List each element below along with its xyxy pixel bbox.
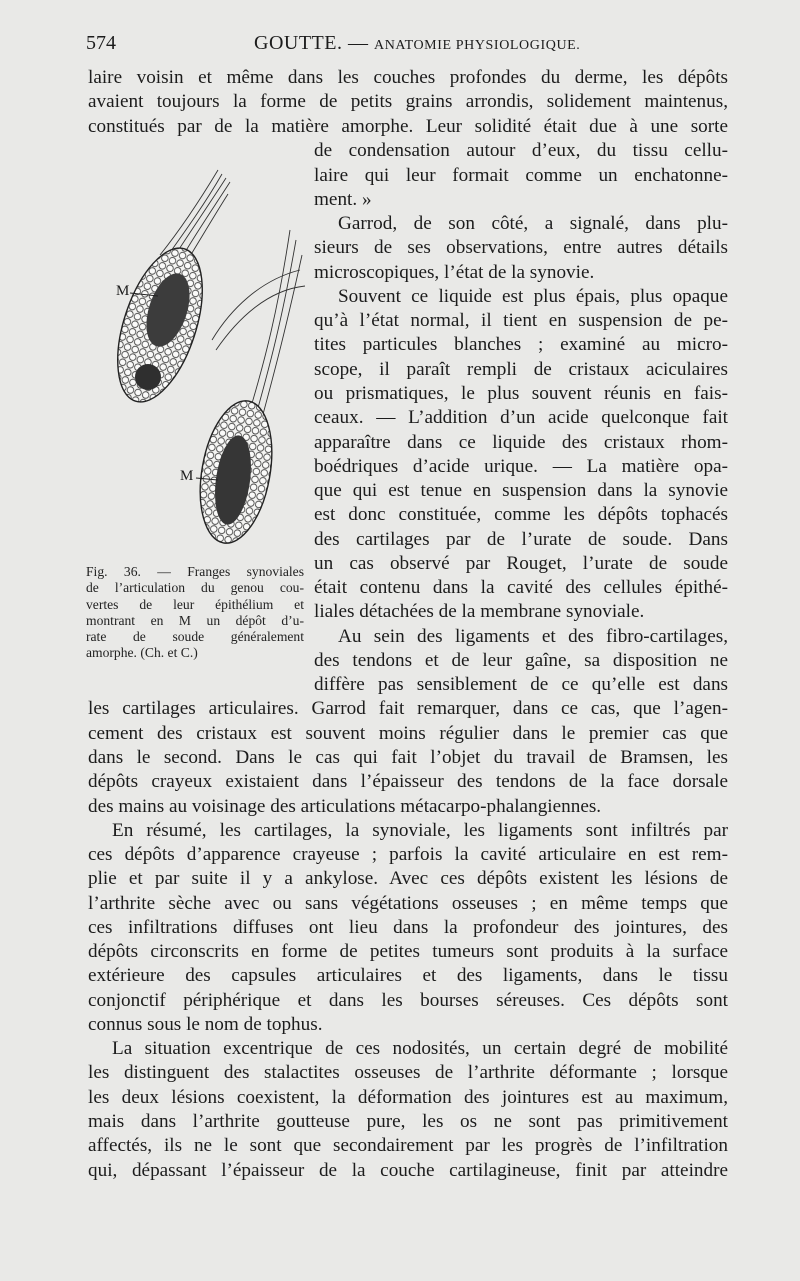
paragraph-first-line: La situation excentrique de ces nodosités, un certain degré de mobilité <box>112 1038 728 1059</box>
caption-line: de l’articulation du genou cou- <box>86 580 304 596</box>
text-line: les deux lésions coexistent, la déformation des jointures est au maximum, <box>88 1087 728 1108</box>
text-line: l’arthrite sèche avec ou sans végétations osseuses ; en même temps que <box>88 893 728 914</box>
text-line: affectés, ils ne le sont que secondairement par les progrès de l’infiltration <box>88 1135 728 1156</box>
text-line: connus sous le nom de tophus. <box>88 1014 323 1035</box>
text-line: avaient toujours la forme de petits grains arrondis, solidement maintenus, <box>88 91 728 112</box>
text-line: conjonctif périphérique et dans les bourses séreuses. Ces dépôts sont <box>88 990 728 1011</box>
text-line: de condensation autour d’eux, du tissu cellu- <box>314 140 728 161</box>
running-header <box>86 32 726 58</box>
text-line: ceaux. — L’addition d’un acide quelconque fait <box>314 407 728 428</box>
caption-line: vertes de leur épithélium et <box>86 596 304 612</box>
paragraph-first-line: Au sein des ligaments et des fibro-cartilages, <box>338 626 728 647</box>
text-line: dépôts circonscrits en forme de petites tumeurs sont produits à la surface <box>88 941 728 962</box>
text-line: liales détachées de la membrane synoviale. <box>314 601 645 622</box>
text-line: ces infiltrations diffuses ont lieu dans la profondeur des jointures, des <box>88 917 728 938</box>
running-title-dash: — <box>342 32 374 54</box>
text-line: cement des cristaux est souvent moins régulier dans le premier cas que <box>88 723 728 744</box>
text-line: des mains au voisinage des articulations métacarpo-phalangiennes. <box>88 796 602 817</box>
paragraph-first-line: En résumé, les cartilages, la synoviale, les ligaments sont infiltrés par <box>112 820 728 841</box>
caption-line: rate de soude généralement <box>86 629 304 645</box>
text-line: qui, dépassant l’épaisseur de la couche cartilagineuse, finit par atteindre <box>88 1160 728 1181</box>
page-number: 574 <box>86 32 116 54</box>
text-line: mais dans l’arthrite goutteuse pure, les os ne sont pas primitivement <box>88 1111 728 1132</box>
caption-line: amorphe. (Ch. et C.) <box>86 645 198 661</box>
text-line: était contenu dans la cavité des cellules épithé- <box>314 577 728 598</box>
urate-deposit-small <box>135 364 161 390</box>
text-line: que qui est tenue en suspension dans la synovie <box>314 480 728 501</box>
caption-line: Fig. 36. — Franges synoviales <box>86 564 304 579</box>
text-line: extérieure des capsules articulaires et des ligaments, dans le tissu <box>88 965 728 986</box>
text-line: qu’à l’état normal, il tient en suspension de pe- <box>314 310 728 331</box>
running-title-section: ANATOMIE PHYSIOLOGIQUE. <box>373 38 581 53</box>
text-line: ou prismatiques, le plus souvent réunis en fais- <box>314 383 728 404</box>
text-line: boédriques d’acide urique. — La matière opa- <box>314 456 728 477</box>
text-line: constitués par de la matière amorphe. Leur solidité était due à une sorte <box>88 116 728 137</box>
text-line: un cas observé par Rouget, l’urate de soude <box>314 553 728 574</box>
figure-caption <box>86 564 304 662</box>
text-line: des cartilages par de l’urate de soude. Dans <box>314 529 728 550</box>
paragraph-first-line: Souvent ce liquide est plus épais, plus opaque <box>338 286 728 307</box>
figure-synovial-fringes <box>100 160 310 560</box>
text-line: sieurs de ses observations, entre autres détails <box>314 237 728 258</box>
text-line <box>314 261 728 285</box>
text-line: scope, il paraît rempli de cristaux aciculaires <box>314 359 728 380</box>
text-line: apparaître dans ce liquide des cristaux rhom- <box>314 432 728 453</box>
text-line: des tendons et de leur gaîne, sa disposition ne <box>314 650 728 671</box>
running-title-main: GOUTTE. <box>254 32 343 54</box>
synovial-fringes-illustration <box>100 160 310 560</box>
text-line: les cartilages articulaires. Garrod fait remarquer, dans ce cas, que l’agen- <box>88 698 728 719</box>
running-title <box>254 32 580 55</box>
figure-label-m-bottom: M <box>180 468 194 484</box>
figure-label-m-top: M <box>116 283 130 299</box>
text-line: plie et par suite il y a ankylose. Avec ces dépôts existent les lésions de <box>88 868 728 889</box>
text-line: diffère pas sensiblement de ce qu’elle est dans <box>314 674 728 695</box>
text-line: tites particules blanches ; examiné au micro- <box>314 334 728 355</box>
text-line: les distinguent des stalactites osseuses de l’arthrite déformante ; lorsque <box>88 1062 728 1083</box>
paragraph-first-line: Garrod, de son côté, a signalé, dans plu- <box>338 213 728 234</box>
text-line: laire voisin et même dans les couches profondes du derme, les dépôts <box>88 67 728 88</box>
text-line: ment. » <box>314 189 372 210</box>
text-line: dans le second. Dans le cas qui fait l’objet du travail de Bramsen, les <box>88 747 728 768</box>
text-line: laire qui leur formait comme un enchatonne- <box>314 165 728 186</box>
text-line: dépôts crayeux existaient dans l’épaisseur des tendons de la face dorsale <box>88 771 728 792</box>
caption-line: montrant en M un dépôt d’u- <box>86 612 304 628</box>
text-line: ces dépôts d’apparence crayeuse ; parfois la cavité articulaire en est rem- <box>88 844 728 865</box>
text-segment: microscopiques, l’état de la synovie. <box>314 262 595 283</box>
text-line: est donc constituée, comme les dépôts tophacés <box>314 504 728 525</box>
